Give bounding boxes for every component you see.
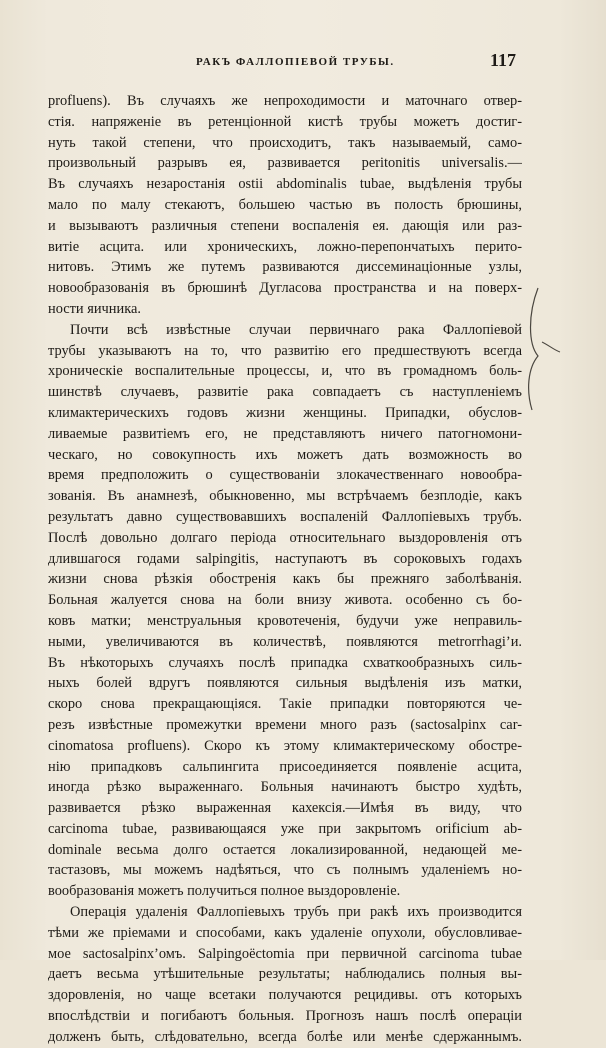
text-line: нію припадковъ сальпингита присоединяется появленіе асцита, [48, 758, 522, 775]
text-line: резъ извѣстные промежутки времени много разъ (sactosalpinx car- [48, 716, 522, 733]
text-line: тѣми же пріемами и способами, какъ удаленіе опухоли, обусловливае- [48, 924, 522, 941]
text-line: carcinoma tubae, развивающаяся уже при закрытомъ orificium ab- [48, 820, 522, 837]
text-line: долженъ быть, слѣдовательно, всегда болѣе или менѣе сдержаннымъ. [48, 1028, 522, 1045]
page-number: 117 [490, 50, 517, 70]
running-title: РАКЪ ФАЛЛОПІЕВОЙ ТРУБЫ. [196, 56, 395, 68]
text-line: Почти всѣ извѣстные случаи первичнаго рака Фаллопіевой [70, 321, 522, 338]
text-line: трубы указываютъ на то, что развитію его предшествуютъ всегда [48, 342, 522, 359]
text-line: ности яичника. [48, 300, 141, 317]
text-line: развивается рѣзко выраженная кахексія.—Имѣя въ виду, что [48, 800, 522, 817]
text-line: результатъ давно существовавшихъ воспаленій Фаллопіевыхъ трубъ. [48, 508, 522, 525]
text-line: Послѣ довольно долгаго періода относительнаго выздоровленія отъ [48, 529, 522, 546]
text-line: шинствѣ случаевъ, развитіе рака совпадаетъ съ наступленіемъ [48, 384, 522, 401]
text-line: profluens). Въ случаяхъ же непроходимости и маточнаго отвер- [48, 93, 522, 109]
text-line: ными, увеличиваются въ количествѣ, появляются metrorrhagi’и. [48, 633, 522, 650]
text-line: мое sactosalpinx’омъ. Salpingoëctomia при первичной carcinoma tubae [48, 945, 522, 962]
text-line: Больная жалуется снова на боли внизу живота. особенно съ бо- [48, 592, 522, 609]
text-line: здоровленія, но чаще всетаки получаются рецидивы. отъ которыхъ [48, 987, 522, 1004]
text-line: тастазовъ, мы можемъ надѣяться, что съ полнымъ удаленіемъ но- [48, 862, 522, 879]
text-line: ливаемые развитіемъ его, не представляютъ ничего патогномони- [48, 425, 522, 442]
text-line: Въ случаяхъ незаростанія ostii abdominalis tubae, выдѣленія трубы [48, 176, 522, 193]
body-text [48, 91, 522, 1048]
text-line: стія. напряженіе въ ретенціонной кистѣ трубы можетъ достиг- [48, 113, 522, 130]
text-line: нитовъ. Этимъ же путемъ развиваются диссеминаціонные узлы, [48, 259, 522, 276]
text-line: зованія. Въ анамнезѣ, обыкновенно, мы встрѣчаемъ безплодіе, какъ [48, 488, 522, 505]
text-line: cinomatosa profluens). Скоро къ этому климактерическому обостре- [48, 737, 522, 754]
text-line: длившагося годами salpingitis, наступаютъ въ сороковыхъ годахъ [48, 550, 522, 567]
text-line: новообразованія въ брюшинѣ Дугласова пространства и на поверх- [48, 280, 522, 297]
text-line: время предположить о существованіи злокачественнаго новообра- [48, 467, 522, 484]
text-line: dominale весьма долго остается локализированной, недающей ме- [48, 841, 522, 858]
text-line: климактерическихъ годовъ жизни женщины. Припадки, обуслов- [48, 404, 522, 421]
text-line: и вызываютъ различныя степени воспаленія ея. дающія или раз- [48, 217, 522, 234]
text-line: иногда рѣзко выраженнаго. Больныя начинаютъ быстро худѣть, [48, 779, 522, 796]
text-line: ныхъ болей вдругъ появляются сильныя выдѣленія изъ матки, [48, 675, 522, 692]
text-line: витіе асцита. или хроническихъ, ложно-перепончатыхъ перито- [48, 238, 522, 255]
text-line: Операція удаленія Фаллопіевыхъ трубъ при ракѣ ихъ производится [70, 904, 522, 921]
text-line: вообразованія можетъ получиться полное выздоровленіе. [48, 883, 401, 900]
page-header [0, 48, 606, 74]
text-line: жизни снова рѣзкія обостренія какъ бы прежняго заболѣванія. [48, 571, 522, 588]
text-line: хроническіе воспалительные процессы, и, что въ громадномъ боль- [48, 363, 522, 380]
text-line: впослѣдствіи и погибаютъ больныя. Прогнозъ нашъ послѣ операціи [48, 1008, 522, 1025]
pencil-bracket-mark [524, 284, 564, 414]
text-line: ковъ матки; менструальныя кровотеченія, будучи уже неправиль- [48, 612, 522, 629]
text-line: произвольный разрывъ ея, развивается peritonitis universalis.— [48, 155, 522, 172]
text-line: Въ нѣкоторыхъ случаяхъ послѣ припадка схваткообразныхъ силь- [48, 654, 522, 671]
text-line: мало по малу стекаютъ, большею частью въ полость брюшины, [48, 196, 522, 213]
text-line: ческаго, но совокупность ихъ можетъ дать возможность во [48, 446, 522, 463]
text-line: даетъ весьма утѣшительные результаты; наблюдались полныя вы- [48, 966, 522, 983]
text-line: нуть такой степени, что происходитъ, такъ называемый, само- [48, 134, 522, 151]
text-line: скоро снова прекращающіяся. Такіе припадки повторяются че- [48, 696, 522, 713]
